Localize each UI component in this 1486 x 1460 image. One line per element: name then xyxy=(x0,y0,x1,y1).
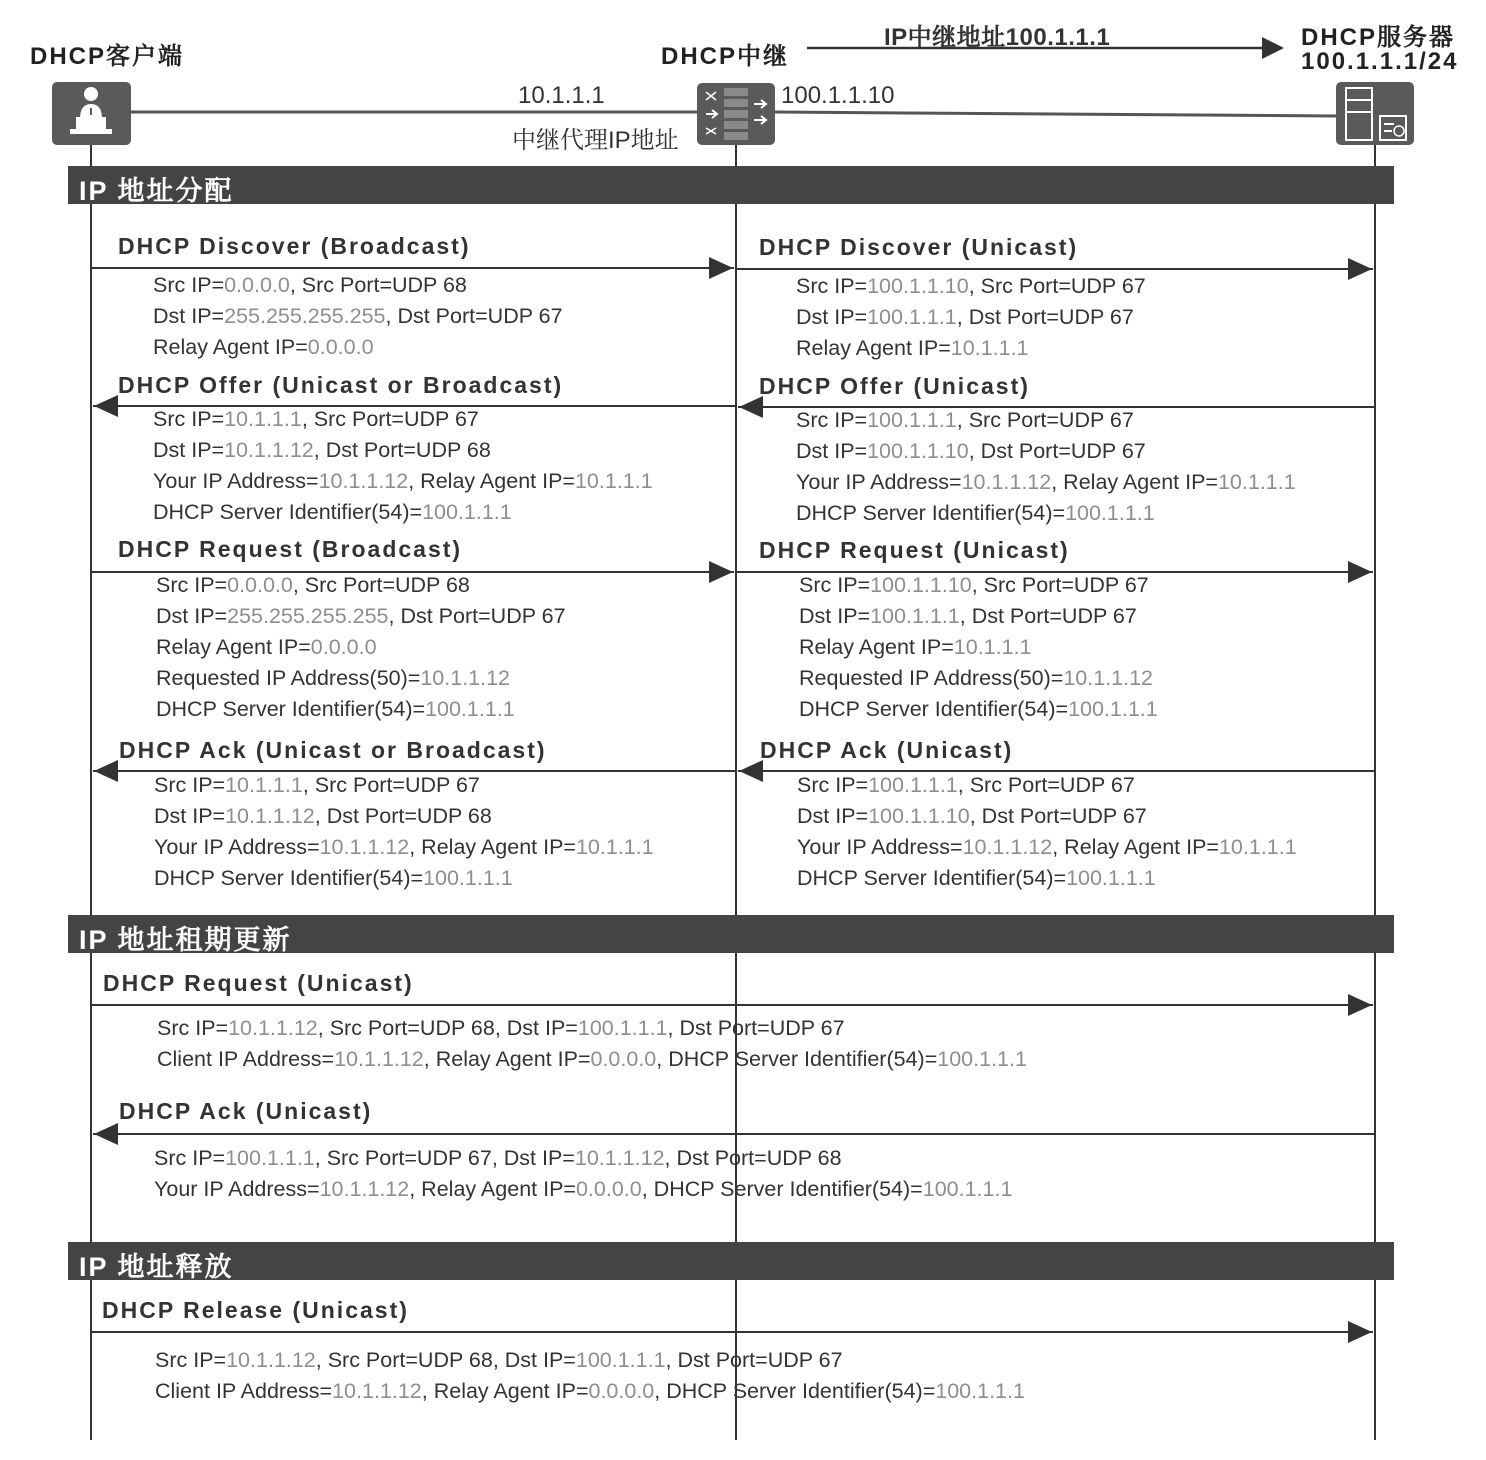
message-field xyxy=(797,801,1147,832)
field-value: 100.1.1.1 xyxy=(577,1016,668,1040)
message-field xyxy=(153,270,467,301)
field-label: Dst IP= xyxy=(154,804,226,828)
relay-title: DHCP中继 xyxy=(661,43,790,70)
message-field xyxy=(796,271,1146,302)
field-label: Your IP Address= xyxy=(796,470,962,494)
message-field xyxy=(157,1013,845,1044)
field-label: , Relay Agent IP= xyxy=(408,469,575,493)
phase-title: IP 地址分配 xyxy=(79,176,234,206)
message-title: DHCP Discover (Unicast) xyxy=(759,234,1079,260)
field-label: Src IP= xyxy=(799,573,871,597)
phase-band xyxy=(68,1242,1394,1280)
field-label: Relay Agent IP= xyxy=(153,335,308,359)
message-title: DHCP Ack (Unicast or Broadcast) xyxy=(119,737,547,763)
field-label: , Src Port=UDP 67, Dst IP= xyxy=(314,1146,575,1170)
field-value: 10.1.1.12 xyxy=(318,469,409,493)
message-arrow-head xyxy=(709,561,733,583)
message-arrow-head xyxy=(94,395,118,417)
field-label: Dst IP= xyxy=(153,438,225,462)
field-label: Src IP= xyxy=(154,1146,226,1170)
field-value: 100.1.1.1 xyxy=(922,1177,1013,1201)
field-label: , Dst Port=UDP 67 xyxy=(969,804,1147,828)
field-value: 0.0.0.0 xyxy=(590,1047,657,1071)
field-label: Requested IP Address(50)= xyxy=(799,666,1064,690)
message-field xyxy=(799,694,1158,725)
field-label: Client IP Address= xyxy=(157,1047,335,1071)
field-label: Your IP Address= xyxy=(154,1177,320,1201)
message-field xyxy=(155,1345,843,1376)
field-label: Src IP= xyxy=(797,773,869,797)
field-label: , Src Port=UDP 68, Dst IP= xyxy=(317,1016,578,1040)
field-value: 10.1.1.12 xyxy=(574,1146,665,1170)
field-label: , Src Port=UDP 67 xyxy=(301,407,479,431)
field-value: 10.1.1.1 xyxy=(575,835,654,859)
message-field xyxy=(153,332,374,363)
field-value: 10.1.1.1 xyxy=(224,407,302,431)
field-label: , Dst Port=UDP 68 xyxy=(664,1146,842,1170)
field-label: DHCP Server Identifier(54)= xyxy=(799,697,1069,721)
field-label: Src IP= xyxy=(796,274,868,298)
message-field xyxy=(154,801,492,832)
field-label: , Relay Agent IP= xyxy=(423,1047,591,1071)
field-value: 0.0.0.0 xyxy=(310,635,377,659)
message-title: DHCP Discover (Broadcast) xyxy=(118,233,471,259)
field-label: Your IP Address= xyxy=(154,835,320,859)
message-field xyxy=(154,1143,842,1174)
field-label: , Relay Agent IP= xyxy=(409,835,576,859)
field-label: , Dst Port=UDP 68 xyxy=(313,438,491,462)
field-value: 255.255.255.255 xyxy=(227,604,389,628)
field-label: , Dst Port=UDP 68 xyxy=(314,804,492,828)
field-label: , Src Port=UDP 67 xyxy=(971,573,1149,597)
message-title: DHCP Release (Unicast) xyxy=(102,1297,409,1323)
field-label: Src IP= xyxy=(155,1348,227,1372)
phase-band xyxy=(68,166,1394,204)
field-label: , Src Port=UDP 68 xyxy=(289,273,467,297)
field-value: 100.1.1.1 xyxy=(868,773,958,797)
message-field xyxy=(799,663,1153,694)
message-arrow-head xyxy=(1348,258,1372,280)
message-arrow-head xyxy=(709,257,733,279)
field-value: 10.1.1.1 xyxy=(953,635,1032,659)
message-field xyxy=(796,405,1134,436)
field-label: , Dst Port=UDP 67 xyxy=(968,439,1146,463)
field-value: 100.1.1.10 xyxy=(867,439,969,463)
field-label: Relay Agent IP= xyxy=(799,635,954,659)
field-value: 255.255.255.255 xyxy=(224,304,386,328)
field-label: Your IP Address= xyxy=(153,469,319,493)
field-label: DHCP Server Identifier(54)= xyxy=(796,501,1066,525)
relay-address-annotation: IP中继地址100.1.1.1 xyxy=(884,24,1111,51)
message-field xyxy=(156,601,566,632)
message-title: DHCP Ack (Unicast) xyxy=(760,737,1014,763)
field-value: 10.1.1.12 xyxy=(1063,666,1154,690)
message-field xyxy=(153,466,653,497)
field-label: DHCP Server Identifier(54)= xyxy=(797,866,1067,890)
field-label: , Dst Port=UDP 67 xyxy=(385,304,563,328)
field-value: 100.1.1.1 xyxy=(425,697,515,721)
field-value: 100.1.1.1 xyxy=(867,305,957,329)
message-field xyxy=(797,832,1297,863)
field-label: , Src Port=UDP 67 xyxy=(302,773,480,797)
message-field xyxy=(796,436,1146,467)
message-field xyxy=(157,1044,1027,1075)
message-field xyxy=(797,770,1135,801)
field-label: Src IP= xyxy=(153,273,225,297)
field-value: 10.1.1.1 xyxy=(1217,470,1296,494)
field-label: Src IP= xyxy=(154,773,226,797)
field-label: Src IP= xyxy=(153,407,225,431)
field-value: 10.1.1.12 xyxy=(332,1379,422,1403)
field-label: Dst IP= xyxy=(796,439,868,463)
field-value: 10.1.1.12 xyxy=(224,438,314,462)
server-title: DHCP服务器 xyxy=(1301,24,1456,51)
message-field xyxy=(154,770,480,801)
field-value: 10.1.1.12 xyxy=(961,470,1052,494)
field-label: , DHCP Server Identifier(54)= xyxy=(641,1177,923,1201)
field-label: Requested IP Address(50)= xyxy=(156,666,421,690)
message-field xyxy=(154,1174,1012,1205)
message-field xyxy=(154,863,513,894)
field-label: Dst IP= xyxy=(156,604,228,628)
field-value: 100.1.1.1 xyxy=(575,1348,666,1372)
field-label: , Relay Agent IP= xyxy=(1051,470,1218,494)
client-title: DHCP客户端 xyxy=(30,43,185,70)
message-arrow-head xyxy=(1348,994,1372,1016)
field-value: 100.1.1.1 xyxy=(423,866,513,890)
field-label: , Src Port=UDP 68, Dst IP= xyxy=(315,1348,576,1372)
field-label: , Dst Port=UDP 67 xyxy=(959,604,1137,628)
relay-agent-ip-label: 中继代理IP地址 xyxy=(512,127,679,154)
field-value: 100.1.1.1 xyxy=(870,604,960,628)
message-field xyxy=(153,435,491,466)
field-label: DHCP Server Identifier(54)= xyxy=(153,500,423,524)
message-field xyxy=(156,632,377,663)
field-label: , Relay Agent IP= xyxy=(421,1379,589,1403)
phase-title: IP 地址释放 xyxy=(79,1252,234,1282)
message-field xyxy=(796,467,1296,498)
relay-right-ip: 100.1.1.10 xyxy=(781,82,895,109)
field-value: 100.1.1.1 xyxy=(1068,697,1158,721)
field-label: Src IP= xyxy=(156,573,228,597)
field-label: , Dst Port=UDP 67 xyxy=(956,305,1134,329)
relay-address-arrow-head xyxy=(1262,37,1284,59)
field-value: 10.1.1.12 xyxy=(334,1047,424,1071)
message-field xyxy=(153,404,479,435)
field-value: 0.0.0.0 xyxy=(588,1379,655,1403)
server-subtitle: 100.1.1.1/24 xyxy=(1301,48,1459,75)
field-label: DHCP Server Identifier(54)= xyxy=(156,697,426,721)
message-field xyxy=(154,832,654,863)
field-label: Relay Agent IP= xyxy=(796,336,951,360)
message-title: DHCP Offer (Unicast or Broadcast) xyxy=(118,372,564,398)
firewall-relay-icon xyxy=(697,83,775,145)
message-arrow-head xyxy=(1348,1321,1372,1343)
field-value: 10.1.1.12 xyxy=(319,835,410,859)
field-value: 100.1.1.10 xyxy=(870,573,972,597)
message-field xyxy=(155,1376,1025,1407)
message-field xyxy=(153,497,512,528)
field-value: 100.1.1.1 xyxy=(1066,866,1156,890)
field-value: 0.0.0.0 xyxy=(307,335,374,359)
field-label: Dst IP= xyxy=(797,804,869,828)
message-field xyxy=(156,663,510,694)
message-field xyxy=(153,301,563,332)
field-value: 10.1.1.12 xyxy=(228,1016,318,1040)
field-label: , Src Port=UDP 67 xyxy=(957,773,1135,797)
message-arrow-head xyxy=(94,760,118,782)
field-value: 10.1.1.1 xyxy=(1218,835,1297,859)
message-field xyxy=(799,632,1032,663)
field-value: 100.1.1.10 xyxy=(867,274,969,298)
field-value: 0.0.0.0 xyxy=(575,1177,642,1201)
field-label: Dst IP= xyxy=(799,604,871,628)
field-label: , Src Port=UDP 67 xyxy=(956,408,1134,432)
message-field xyxy=(156,694,515,725)
field-value: 100.1.1.1 xyxy=(1065,501,1155,525)
field-value: 10.1.1.12 xyxy=(319,1177,410,1201)
field-label: , Dst Port=UDP 67 xyxy=(665,1348,843,1372)
field-value: 10.1.1.12 xyxy=(226,1348,316,1372)
field-value: 10.1.1.1 xyxy=(950,336,1029,360)
field-value: 10.1.1.12 xyxy=(962,835,1053,859)
message-title: DHCP Offer (Unicast) xyxy=(759,373,1030,399)
message-field xyxy=(156,570,470,601)
field-value: 10.1.1.1 xyxy=(574,469,653,493)
field-value: 0.0.0.0 xyxy=(227,573,293,597)
field-value: 100.1.1.1 xyxy=(422,500,512,524)
message-field xyxy=(796,333,1029,364)
field-label: , DHCP Server Identifier(54)= xyxy=(654,1379,936,1403)
field-label: DHCP Server Identifier(54)= xyxy=(154,866,424,890)
message-arrow-head xyxy=(1348,561,1372,583)
field-label: Your IP Address= xyxy=(797,835,963,859)
field-value: 0.0.0.0 xyxy=(224,273,290,297)
phase-title: IP 地址租期更新 xyxy=(79,925,292,955)
field-value: 100.1.1.1 xyxy=(867,408,957,432)
field-label: Src IP= xyxy=(157,1016,229,1040)
field-label: Src IP= xyxy=(796,408,868,432)
message-arrow-head xyxy=(94,1123,118,1145)
message-field xyxy=(799,570,1149,601)
relay-left-ip: 10.1.1.1 xyxy=(518,82,605,109)
message-field xyxy=(796,498,1155,529)
field-value: 10.1.1.12 xyxy=(225,804,315,828)
field-value: 10.1.1.12 xyxy=(420,666,511,690)
message-field xyxy=(796,302,1134,333)
field-label: , Src Port=UDP 67 xyxy=(968,274,1146,298)
field-label: , DHCP Server Identifier(54)= xyxy=(656,1047,938,1071)
field-value: 100.1.1.1 xyxy=(225,1146,315,1170)
message-title: DHCP Request (Unicast) xyxy=(759,537,1070,563)
field-value: 100.1.1.1 xyxy=(935,1379,1025,1403)
computer-user-icon xyxy=(52,82,131,145)
field-value: 100.1.1.10 xyxy=(868,804,970,828)
field-value: 100.1.1.1 xyxy=(937,1047,1027,1071)
message-field xyxy=(799,601,1137,632)
field-value: 10.1.1.1 xyxy=(225,773,303,797)
message-title: DHCP Ack (Unicast) xyxy=(119,1098,373,1124)
field-label: , Relay Agent IP= xyxy=(1052,835,1219,859)
field-label: , Dst Port=UDP 67 xyxy=(388,604,566,628)
server-icon xyxy=(1336,82,1414,145)
message-field xyxy=(797,863,1156,894)
field-label: , Relay Agent IP= xyxy=(409,1177,576,1201)
field-label: , Dst Port=UDP 67 xyxy=(667,1016,845,1040)
message-title: DHCP Request (Broadcast) xyxy=(118,536,463,562)
field-label: Relay Agent IP= xyxy=(156,635,311,659)
field-label: , Src Port=UDP 68 xyxy=(292,573,470,597)
message-title: DHCP Request (Unicast) xyxy=(103,970,414,996)
field-label: Dst IP= xyxy=(796,305,868,329)
field-label: Dst IP= xyxy=(153,304,225,328)
relay-server-link xyxy=(775,112,1336,116)
field-label: Client IP Address= xyxy=(155,1379,333,1403)
